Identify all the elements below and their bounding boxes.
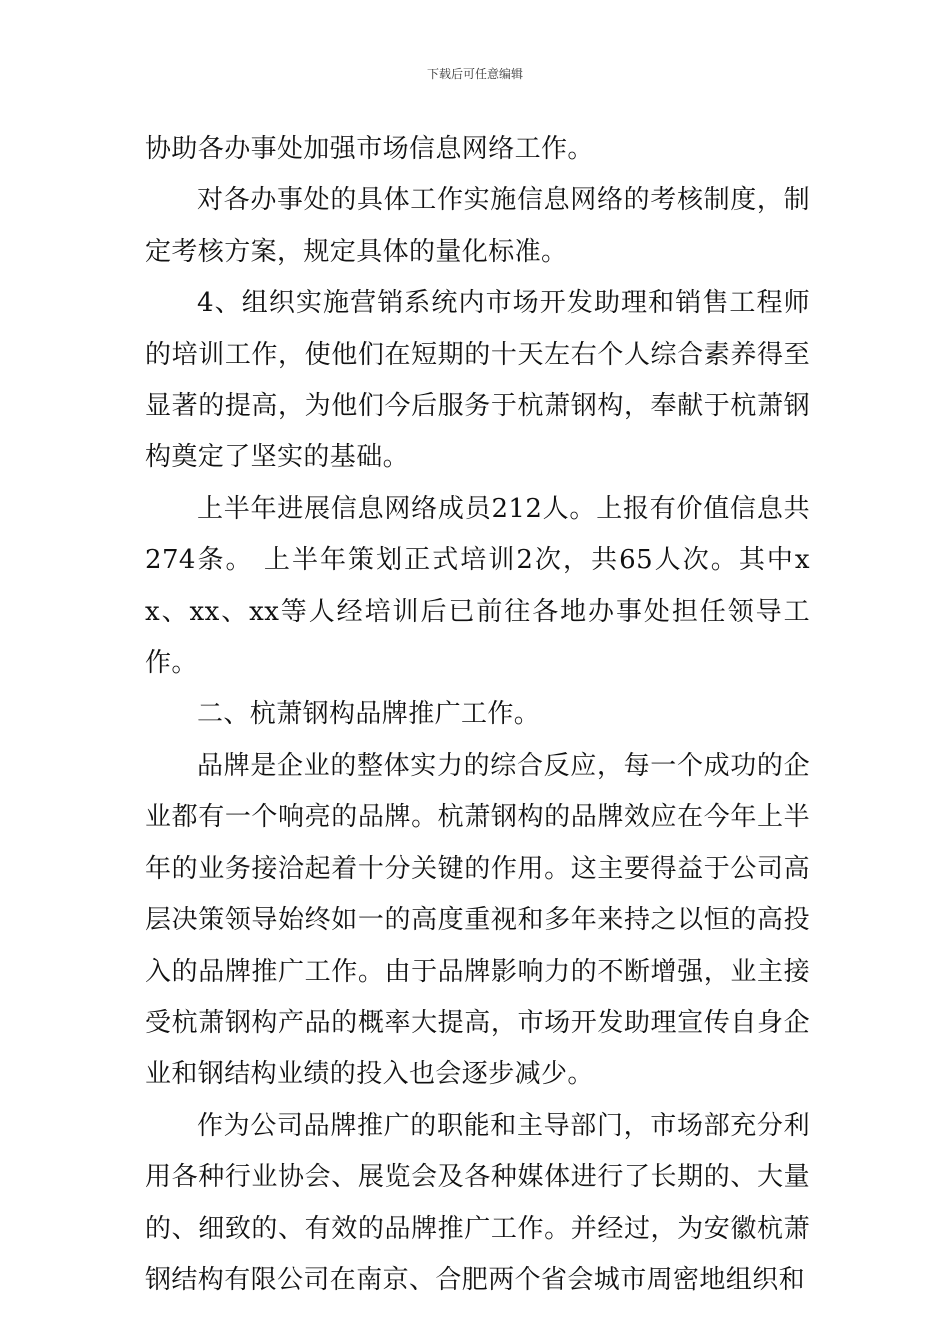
paragraph-brand-promotion: 作为公司品牌推广的职能和主导部门，市场部充分利用各种行业协会、展览会及各种媒体进行了长期的、大量的、细致的、有效的品牌推广工作。并经过，为安徽杭萧钢结构有限公司在南京、合肥两个省会城市周密地组织和	[145, 1110, 810, 1295]
section-heading-brand: 二、杭萧钢构品牌推广工作。	[197, 699, 541, 730]
document-body	[145, 124, 810, 1306]
page-header-note: 下载后可任意编辑	[426, 67, 523, 81]
paragraph-training: 4、组织实施营销系统内市场开发助理和销售工程师的培训工作，使他们在短期的十天左右个人综合素养得至显著的提高，为他们今后服务于杭萧钢构，奉献于杭萧钢构奠定了坚实的基础。	[145, 288, 810, 473]
paragraph-statistics: 上半年进展信息网络成员212人。上报有价值信息共274条。 上半年策划正式培训2次，共65人次。其中xx、xx、xx等人经培训后已前往各地办事处担任领导工作。	[145, 493, 810, 679]
paragraph-brand-effect: 品牌是企业的整体实力的综合反应，每一个成功的企业都有一个响亮的品牌。杭萧钢构的品牌效应在今年上半年的业务接洽起着十分关键的作用。这主要得益于公司高层决策领导始终如一的高度重视和多年来持之以恒的高投入的品牌推广工作。由于品牌影响力的不断增强，业主接受杭萧钢构产品的概率大提高，市场开发助理宣传自身企业和钢结构业绩的投入也会逐步减少。	[145, 750, 810, 1090]
paragraph-continuation: 协助各办事处加强市场信息网络工作。	[145, 134, 594, 164]
paragraph-assessment: 对各办事处的具体工作实施信息网络的考核制度，制定考核方案，规定具体的量化标准。	[145, 185, 810, 267]
